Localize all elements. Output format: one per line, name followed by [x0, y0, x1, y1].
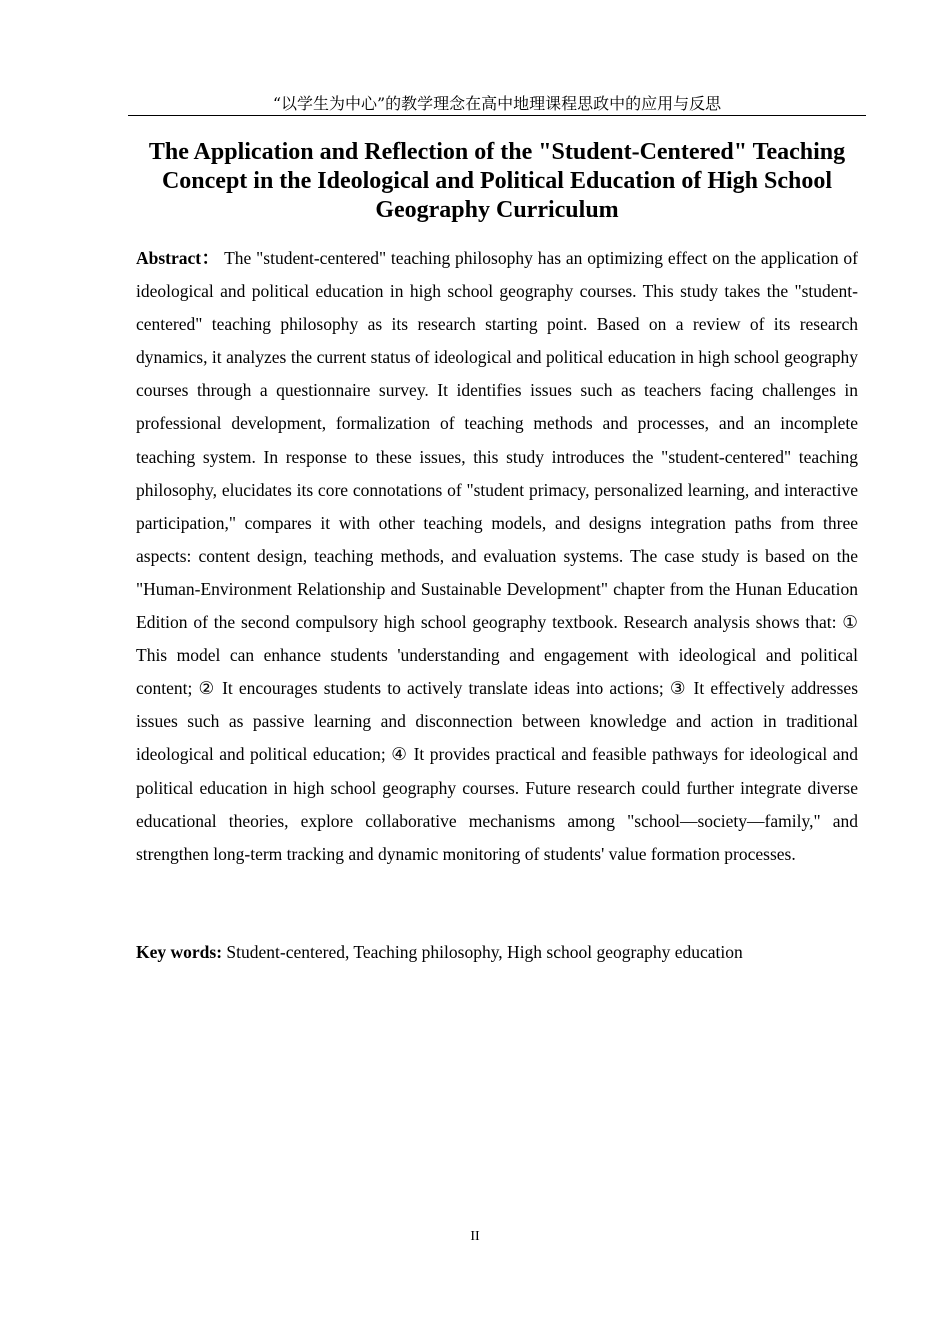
keywords-text: Student-centered, Teaching philosophy, High school geography education [226, 942, 743, 962]
running-header: “以学生为中心”的教学理念在高中地理课程思政中的应用与反思 [128, 92, 866, 116]
abstract-paragraph [136, 242, 858, 871]
abstract-text: The "student-centered" teaching philosophy has an optimizing effect on the application of ideological and political education in high school geography courses. This study takes the "student-centered" teaching philosophy as its research starting point. Based on a review of its research dynamics, it analyzes the current status of ideological and political education in high school geography courses through a questionnaire survey. It identifies issues such as teachers facing challenges in professional development, formalization of teaching methods and processes, and an incomplete teaching system. In response to these issues, this study introduces the "student-centered" teaching philosophy, elucidates its core connotations of "student primacy, personalized learning, and interactive participation," compares it with other teaching models, and designs integration paths from three aspects: content design, teaching methods, and evaluation systems. The case study is based on the "Human-Environment Relationship and Sustainable Development" chapter from the Hunan Education Edition of the second compulsory high school geography textbook. Research analysis shows that: ① This model can enhance students 'understanding and engagement with ideological and political content; ② It encourages students to actively translate ideas into actions; ③ It effectively addresses issues such as passive learning and disconnection between knowledge and action in traditional ideological and political education; ④ It provides practical and feasible pathways for ideological and political education in high school geography courses. Future research could further integrate diverse educational theories, explore collaborative mechanisms among "school—society—family," and strengthen long-term tracking and dynamic monitoring of students' value formation processes. [136, 248, 859, 864]
keywords-paragraph [136, 936, 858, 969]
abstract-label: Abstract： [136, 248, 220, 268]
keywords-label: Key words: [136, 942, 223, 962]
paper-title: The Application and Reflection of the "Student-Centered" Teaching Concept in the Ideological and Political Education of High School Geography Curriculum [148, 139, 846, 223]
page-number: II [470, 1229, 480, 1244]
